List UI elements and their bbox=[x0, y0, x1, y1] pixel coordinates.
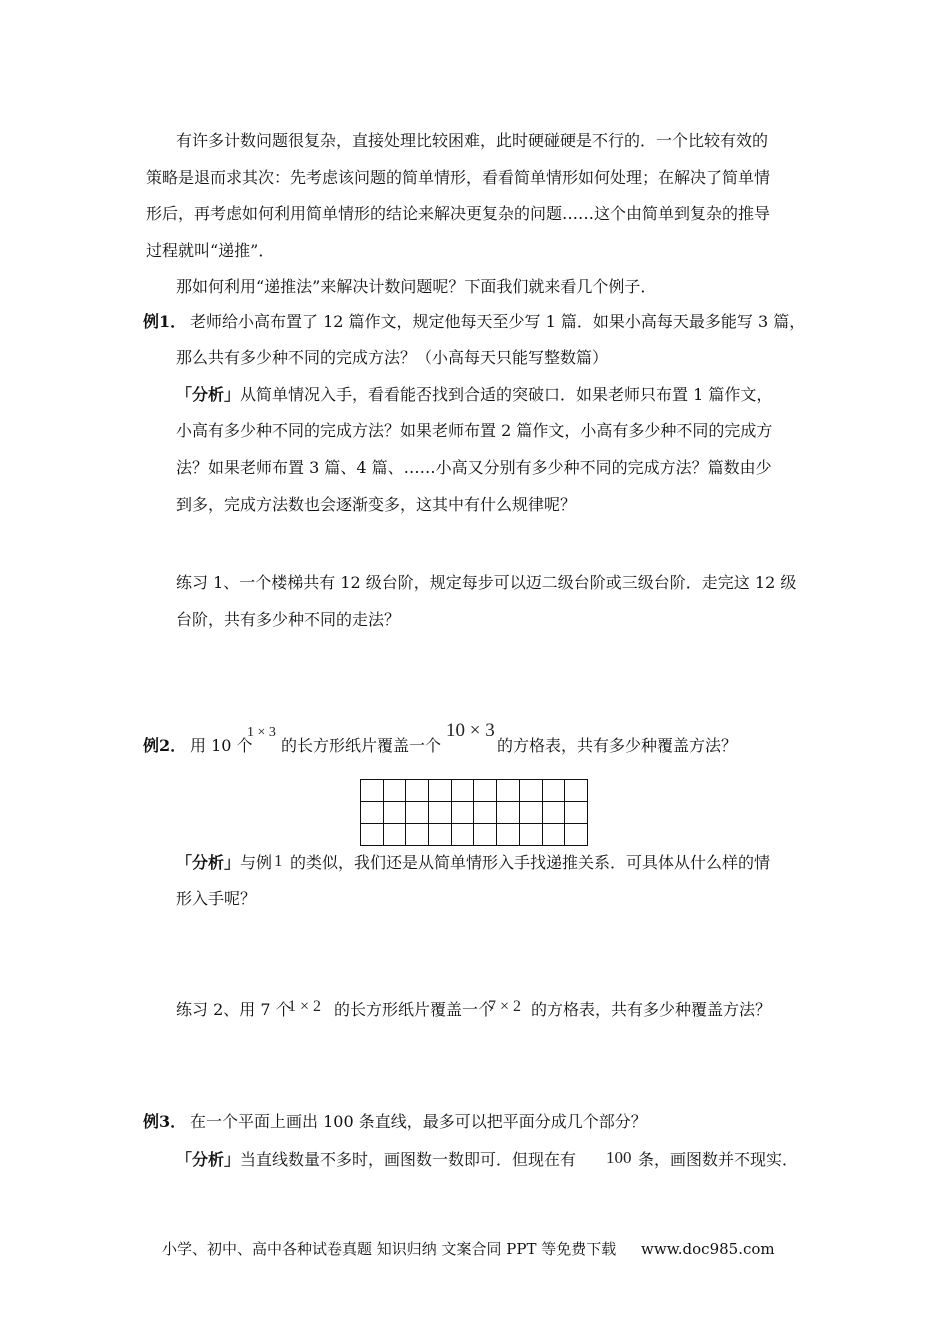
grid-row bbox=[361, 824, 588, 846]
grid-cell bbox=[361, 780, 384, 802]
grid-cell bbox=[565, 802, 588, 824]
example1-line-1: 老师给小高布置了 12 篇作文，规定他每天至少写 1 篇．如果小高每天最多能写 3 篇， bbox=[190, 312, 806, 331]
grid-cell bbox=[565, 780, 588, 802]
example2-analysis-num: 1 bbox=[274, 851, 283, 870]
example3-analysis-num: 100 bbox=[606, 1148, 632, 1167]
grid-cell bbox=[565, 824, 588, 846]
grid-cell bbox=[474, 780, 497, 802]
example2-text-a: 用 10 个 bbox=[190, 736, 253, 755]
grid-cell bbox=[429, 802, 452, 824]
grid-cell bbox=[406, 802, 429, 824]
grid-cell bbox=[519, 780, 542, 802]
grid-cell bbox=[519, 824, 542, 846]
grid-cell bbox=[451, 824, 474, 846]
example2-label: 例2． bbox=[143, 736, 187, 755]
example2-formula-large: 10 × 3 bbox=[446, 720, 495, 741]
practice1-line-1: 练习 1、一个楼梯共有 12 级台阶，规定每步可以迈二级台阶或三级台阶．走完这 12 级 bbox=[176, 573, 797, 592]
grid-cell bbox=[474, 802, 497, 824]
example2-analysis-text-b: 的类似，我们还是从简单情形入手找递推关系．可具体从什么样的情 bbox=[290, 853, 771, 872]
grid-cell bbox=[361, 802, 384, 824]
grid-cell bbox=[383, 802, 406, 824]
grid-cell bbox=[451, 802, 474, 824]
example1-label: 例1． bbox=[143, 312, 187, 331]
example3-line: 在一个平面上画出 100 条直线，最多可以把平面分成几个部分？ bbox=[190, 1112, 647, 1131]
example2-formula-small: 1 × 3 bbox=[247, 725, 276, 740]
example2-text-b: 的长方形纸片覆盖一个 bbox=[281, 736, 442, 755]
intro-line-1: 有许多计数问题很复杂，直接处理比较困难，此时硬碰硬是不行的．一个比较有效的 bbox=[176, 131, 769, 150]
grid-cell bbox=[383, 780, 406, 802]
practice2-formula-a: 1 × 2 bbox=[288, 998, 322, 1015]
grid-cell bbox=[383, 824, 406, 846]
footer-text: 小学、初中、高中各种试卷真题 知识归纳 文案合同 PPT 等免费下载 bbox=[162, 1240, 617, 1258]
grid-cell bbox=[542, 780, 565, 802]
grid-table-10x3 bbox=[360, 779, 588, 846]
example1-line-2: 那么共有多少种不同的完成方法？（小高每天只能写整数篇） bbox=[176, 348, 609, 367]
practice2-text-a: 练习 2、用 7 个 bbox=[176, 1000, 292, 1019]
grid-row bbox=[361, 802, 588, 824]
grid-cell bbox=[497, 824, 520, 846]
grid-cell bbox=[497, 780, 520, 802]
grid-cell bbox=[542, 824, 565, 846]
example2-analysis-label: 「分析」 bbox=[176, 853, 241, 872]
intro-line-4: 过程就叫“递推”． bbox=[146, 241, 275, 260]
example1-analysis-line-3: 法？如果老师布置 3 篇、4 篇、……小高又分别有多少种不同的完成方法？篇数由少 bbox=[176, 458, 772, 477]
practice1-line-2: 台阶，共有多少种不同的走法？ bbox=[176, 610, 401, 629]
intro-line-5: 那如何利用“递推法”来解决计数问题呢？下面我们就来看几个例子． bbox=[176, 277, 657, 296]
grid-row bbox=[361, 780, 588, 802]
practice2-formula-b: 7 × 2 bbox=[488, 998, 522, 1015]
grid-cell bbox=[451, 780, 474, 802]
example3-analysis-text-b: 条，画图数并不现实． bbox=[638, 1150, 799, 1169]
example1-analysis-line-4: 到多，完成方法数也会逐渐变多，这其中有什么规律呢？ bbox=[176, 495, 577, 514]
example1-analysis-line-2: 小高有多少种不同的完成方法？如果老师布置 2 篇作文，小高有多少种不同的完成方 bbox=[176, 421, 773, 440]
grid-cell bbox=[519, 802, 542, 824]
intro-line-3: 形后，再考虑如何利用简单情形的结论来解决更复杂的问题……这个由简单到复杂的推导 bbox=[146, 204, 771, 223]
example2-analysis-text-a: 与例 bbox=[240, 853, 273, 872]
grid-cell bbox=[474, 824, 497, 846]
grid-cell bbox=[542, 802, 565, 824]
example2-text-c: 的方格表，共有多少种覆盖方法？ bbox=[497, 736, 738, 755]
footer-url[interactable]: www.doc985.com bbox=[641, 1240, 775, 1258]
footer bbox=[162, 1238, 775, 1259]
grid-cell bbox=[361, 824, 384, 846]
example1-analysis-label: 「分析」 bbox=[176, 385, 241, 404]
practice2-text-b: 的长方形纸片覆盖一个 bbox=[334, 1000, 495, 1019]
grid-cell bbox=[429, 780, 452, 802]
example3-analysis-label: 「分析」 bbox=[176, 1150, 241, 1169]
example1-analysis-line-1: 从简单情况入手，看看能否找到合适的突破口．如果老师只布置 1 篇作文， bbox=[240, 385, 773, 404]
intro-line-2: 策略是退而求其次：先考虑该问题的简单情形，看看简单情形如何处理；在解决了简单情 bbox=[146, 168, 771, 187]
grid-cell bbox=[497, 802, 520, 824]
example3-label: 例3． bbox=[143, 1112, 187, 1131]
grid-cell bbox=[429, 824, 452, 846]
practice2-text-c: 的方格表，共有多少种覆盖方法？ bbox=[531, 1000, 772, 1019]
grid-cell bbox=[406, 824, 429, 846]
example3-analysis-text-a: 当直线数量不多时，画图数一数即可．但现在有 bbox=[240, 1150, 577, 1169]
grid-cell bbox=[406, 780, 429, 802]
example2-analysis-line-2: 形入手呢？ bbox=[176, 889, 257, 908]
